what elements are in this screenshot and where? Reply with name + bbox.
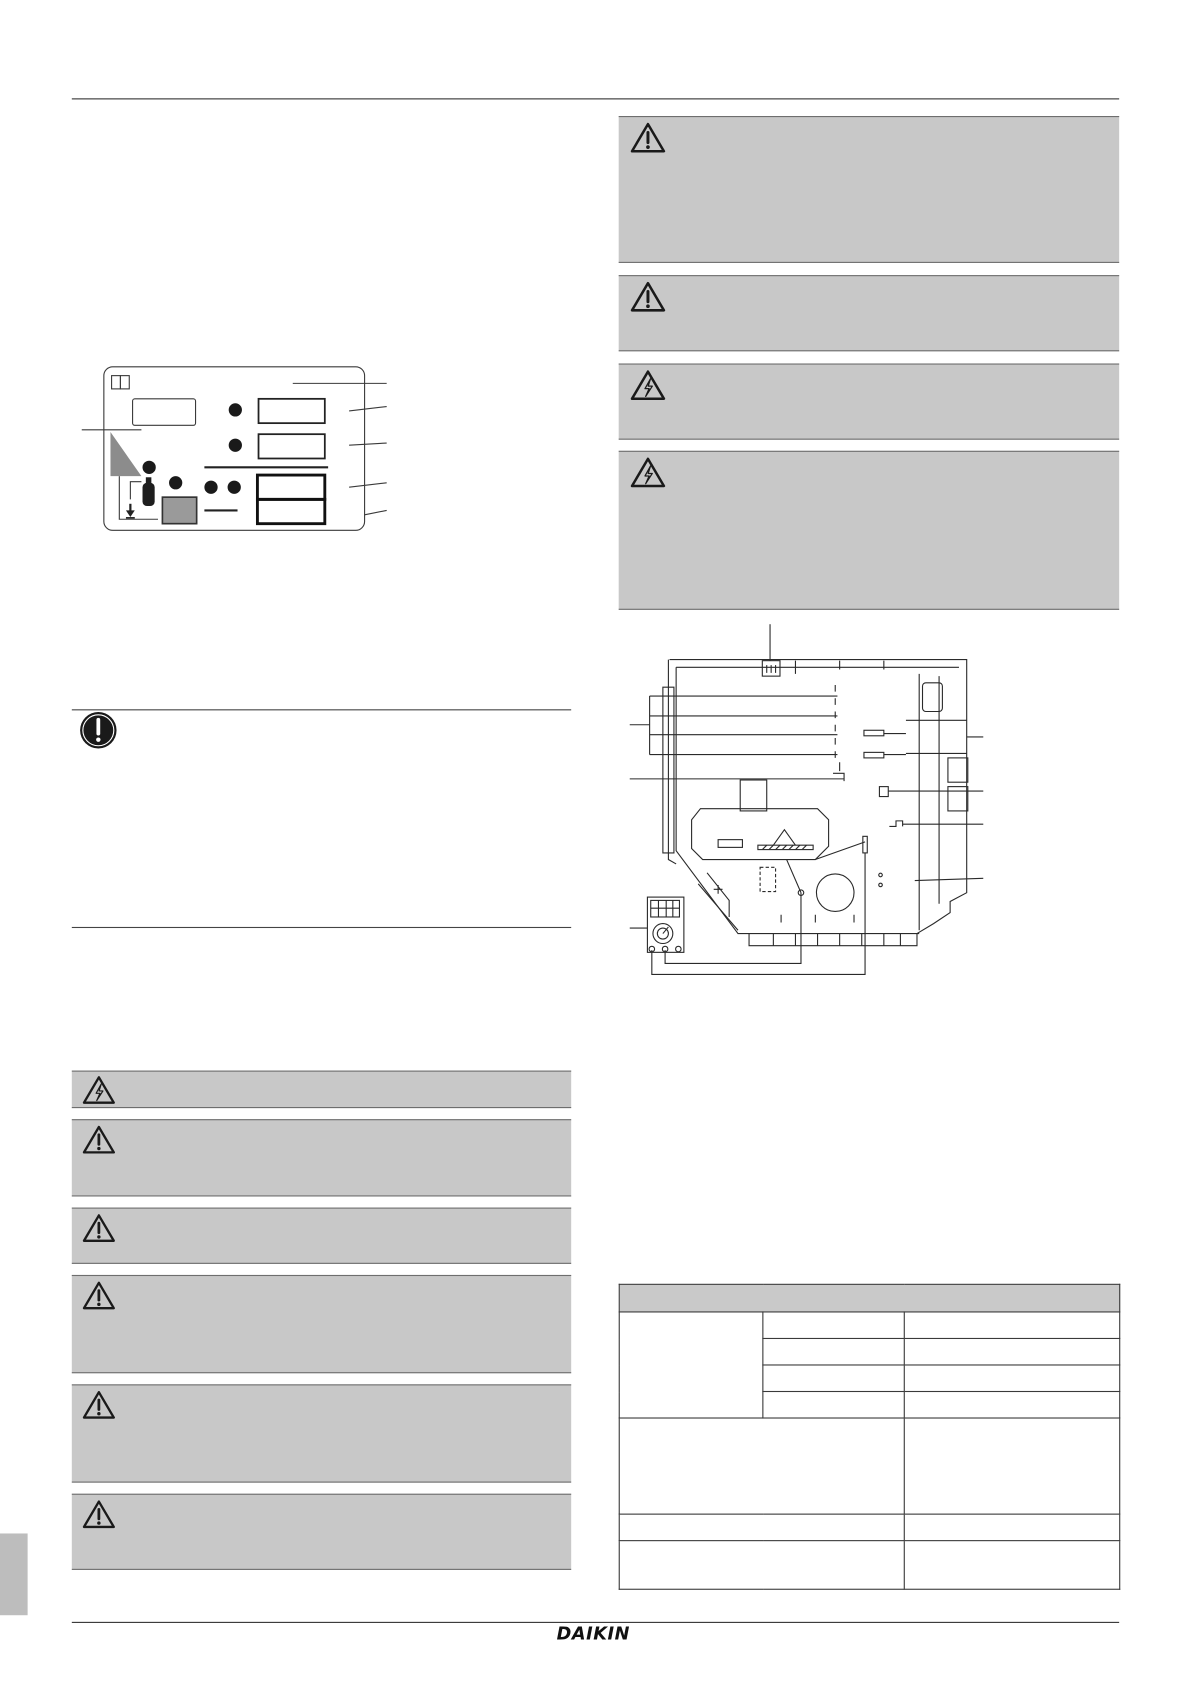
notice-top-rule (72, 709, 571, 711)
table-cell (904, 1338, 1119, 1365)
warning-panel-1 (72, 1119, 571, 1196)
electric-hazard-icon (82, 1075, 116, 1105)
notice-bottom-rule (72, 927, 571, 929)
board-diagonal-details (698, 873, 738, 930)
table-cell (763, 1338, 904, 1365)
table-cell (904, 1541, 1119, 1590)
cylinder-icon (143, 477, 155, 506)
table-header-row (619, 1284, 1119, 1312)
table-row (619, 1418, 1119, 1514)
table-cell (619, 1514, 904, 1541)
danger-electric-panel-1 (72, 1071, 571, 1109)
table-cell (904, 1391, 1119, 1418)
warning-panel-3 (72, 1275, 571, 1373)
book-icon (112, 376, 130, 389)
label-box-1 (259, 399, 325, 423)
warning-triangle-icon (82, 1499, 116, 1529)
table-header-cell (619, 1284, 1119, 1312)
refrigerant-label-diagram (66, 359, 397, 541)
warning-triangle-icon (82, 1280, 116, 1310)
label-box-4 (257, 499, 324, 523)
hose-line (130, 482, 141, 500)
table-cell (763, 1312, 904, 1339)
table-cell (904, 1312, 1119, 1339)
bottom-connectors (749, 915, 917, 946)
multimeter-icon (630, 897, 684, 952)
fan-capacitor (816, 874, 854, 912)
warning-panel-7 (619, 275, 1119, 351)
table-row (619, 1514, 1119, 1541)
electric-hazard-icon (630, 369, 666, 401)
grey-square-mark (162, 497, 196, 524)
label-field (133, 399, 196, 426)
grey-triangle-mark (110, 432, 141, 476)
warning-panel-2 (72, 1208, 571, 1264)
warning-triangle-icon (82, 1213, 116, 1243)
top-leader (762, 624, 780, 676)
warning-panel-4 (72, 1384, 571, 1482)
electric-hazard-icon (630, 456, 666, 488)
left-leader-bracket (630, 685, 844, 781)
table-cell (904, 1418, 1119, 1514)
label-box-2 (259, 434, 325, 458)
exclamation-circle-icon (80, 711, 118, 749)
heat-sink-callout (692, 780, 865, 893)
table-cell (619, 1541, 904, 1590)
warning-triangle-icon (630, 122, 666, 154)
arrow-down-icon (126, 504, 135, 519)
warning-triangle-icon (82, 1125, 116, 1155)
warning-triangle-icon (82, 1390, 116, 1420)
warning-panel-6 (619, 116, 1119, 263)
chapter-side-tab (0, 1533, 28, 1615)
table-cell (763, 1391, 904, 1418)
danger-electric-panel-3 (619, 451, 1119, 610)
table-cell (619, 1418, 904, 1514)
table-cell (619, 1312, 763, 1418)
table-cell (904, 1514, 1119, 1541)
right-connectors (864, 683, 983, 887)
warning-triangle-icon (630, 281, 666, 313)
frame-outline (663, 660, 967, 934)
warning-panel-5 (72, 1494, 571, 1570)
danger-electric-panel-2 (619, 363, 1119, 439)
header-rule (72, 98, 1119, 100)
table-row (619, 1312, 1119, 1339)
table-row (619, 1541, 1119, 1590)
table-cell (904, 1365, 1119, 1392)
table-cell (763, 1365, 904, 1392)
daikin-logo: DAIKIN (556, 1622, 630, 1644)
specification-table (619, 1284, 1121, 1590)
label-dots (143, 403, 242, 494)
switch-box-pcb-diagram (619, 619, 989, 984)
label-box-3 (257, 475, 324, 499)
